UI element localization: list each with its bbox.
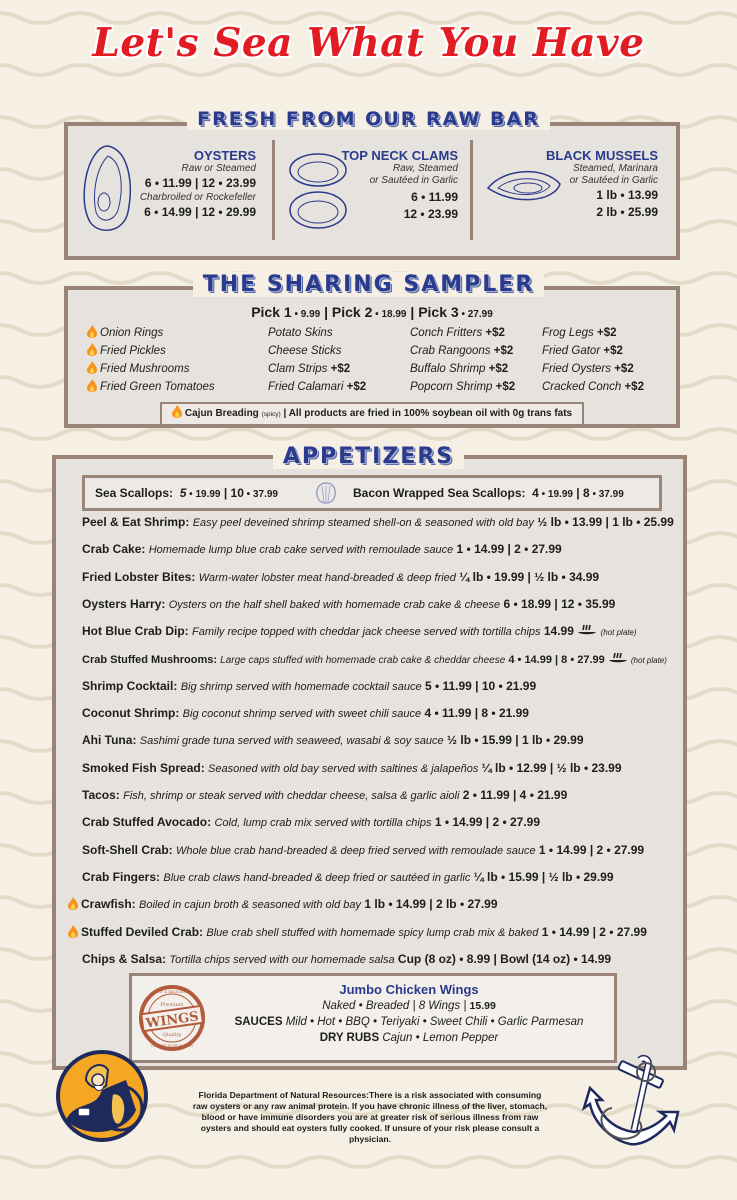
wings-price: 15.99: [469, 1000, 496, 1012]
appetizer-row: [82, 652, 667, 666]
oysters-price-2: 6 • 14.99 | 12 • 29.99: [144, 205, 256, 219]
flame-icon: [87, 379, 97, 392]
appetizer-row: [82, 679, 536, 693]
sampler-item: [87, 360, 215, 378]
appetizer-row: [82, 952, 611, 966]
wings-rubs: [212, 1030, 606, 1046]
wings-details: [212, 982, 606, 1046]
appetizer-name: Crab Stuffed Avocado:: [82, 815, 212, 830]
sampler-item-upcharge: +$2: [490, 345, 514, 357]
appetizer-name: Shrimp Cocktail:: [82, 678, 178, 693]
oysters-prep: Raw or Steamed: [181, 163, 256, 174]
sampler-item-name: Fried Gator: [542, 345, 601, 357]
pick-separator: |: [320, 304, 332, 320]
sampler-item-name: Frog Legs: [542, 327, 594, 339]
appetizers-panel: [52, 455, 687, 1070]
sampler-item-name: Fried Mushrooms: [100, 363, 190, 375]
sampler-item-name: Cheese Sticks: [268, 345, 342, 357]
appetizer-name: Crab Cake:: [82, 542, 146, 557]
sampler-item: [542, 342, 644, 360]
appetizer-price: 1 • 14.99 | 2 • 27.99: [541, 924, 647, 939]
oyster-illustration-icon: [78, 142, 138, 238]
pick-3-price: • 27.99: [458, 309, 493, 320]
pick-1-price: • 9.99: [291, 309, 321, 320]
appetizer-description: Whole blue crab hand-breaded & deep fried served with remoulade sauce: [176, 844, 536, 857]
sampler-item: [542, 378, 644, 396]
sampler-item-name: Clam Strips: [268, 363, 328, 375]
appetizer-name: Peel & Eat Shrimp:: [82, 515, 190, 529]
appetizer-name: Crawfish:: [81, 897, 136, 912]
sampler-column-3: [410, 324, 515, 396]
sampler-panel: [64, 286, 680, 428]
appetizer-row: [82, 843, 644, 857]
appetizer-price: Cup (8 oz) • 8.99 | Bowl (14 oz) • 14.99: [397, 951, 612, 966]
wings-sauces: [212, 1014, 606, 1030]
mussels-prep: Steamed, Marinara: [572, 163, 658, 174]
clams-prep-2: or Sautéed in Garlic: [369, 175, 458, 186]
appetizer-row: [82, 733, 584, 747]
sampler-item-name: Buffalo Shrimp: [410, 363, 486, 375]
sauces-label: SAUCES: [234, 1016, 283, 1028]
sauces-list: Mild • Hot • BBQ • Teriyaki • Sweet Chili • Garlic Parmesan: [285, 1016, 584, 1028]
appetizer-price: 14.99: [543, 624, 574, 639]
flame-icon: [172, 405, 182, 418]
pick-3-label: Pick 3: [418, 304, 459, 320]
appetizer-price: ¼ lb • 15.99 | ½ lb • 29.99: [473, 869, 614, 884]
appetizer-price: 5 • 11.99 | 10 • 21.99: [424, 678, 537, 693]
sampler-item: [268, 378, 366, 396]
sampler-item-upcharge: +$2: [343, 381, 367, 393]
rubs-label: DRY RUBS: [319, 1032, 380, 1044]
sampler-item-upcharge: +$2: [485, 363, 509, 375]
appetizer-row: [82, 515, 674, 529]
sea-scallops-price-2: • 37.99: [243, 489, 278, 500]
appetizer-name: Tacos:: [82, 788, 120, 802]
oysters-price: 6 • 11.99 | 12 • 23.99: [144, 176, 256, 190]
sea-scallops-qty-2: 10: [230, 486, 244, 500]
appetizer-price: ½ lb • 15.99 | 1 lb • 29.99: [447, 733, 584, 748]
sampler-item-upcharge: +$2: [593, 327, 617, 339]
appetizer-description: Family recipe topped with cheddar jack cheese served with tortilla chips: [192, 626, 541, 639]
appetizer-name: Fried Lobster Bites:: [82, 569, 196, 584]
sampler-item-name: Fried Green Tomatoes: [100, 381, 215, 393]
appetizer-price: 2 • 11.99 | 4 • 21.99: [462, 788, 568, 802]
sampler-column-4: [542, 324, 644, 396]
appetizer-row: [68, 897, 498, 911]
sampler-item-upcharge: +$2: [600, 345, 623, 357]
sampler-item-name: Conch Fritters: [410, 327, 483, 339]
appetizer-name: Crab Fingers:: [82, 869, 161, 884]
badge-top: HOT & DELICIOUS: [154, 989, 190, 994]
appetizer-price: ½ lb • 13.99 | 1 lb • 25.99: [537, 515, 674, 529]
anchor-illustration-icon: [578, 1050, 682, 1150]
wings-badge-logo: [138, 984, 206, 1052]
appetizer-description: Easy peel deveined shrimp steamed shell-on & seasoned with old bay: [192, 517, 534, 529]
badge-premium: Premium: [160, 1002, 184, 1008]
appetizer-row: [82, 706, 529, 720]
sampler-item-name: Fried Pickles: [100, 345, 166, 357]
appetizer-description: Fish, shrimp or steak served with cheddar cheese, salsa & garlic aioli: [123, 790, 460, 802]
sampler-item-upcharge: +$2: [482, 327, 505, 339]
sea-scallops-price: • 19.99: [186, 489, 221, 500]
sampler-item: [268, 342, 366, 360]
sampler-item: [410, 378, 515, 396]
sampler-item: [268, 360, 366, 378]
pick-separator: |: [406, 304, 419, 320]
bacon-scallops-price: • 19.99: [538, 489, 573, 500]
divider: [470, 140, 473, 240]
appetizer-name: Oysters Harry:: [82, 596, 166, 611]
sampler-item: [410, 360, 515, 378]
sampler-item-name: Popcorn Shrimp: [410, 381, 493, 393]
clams-title: TOP NECK CLAMS: [341, 148, 458, 163]
appetizer-description: Large caps stuffed with homemade crab cake & cheddar cheese: [220, 654, 506, 666]
mussels-price-2: 2 lb • 25.99: [596, 205, 658, 219]
sampler-item: [542, 324, 644, 342]
page-title: Let's Sea What You Have: [92, 20, 645, 66]
sampler-item: [87, 324, 215, 342]
fisherman-wheel-logo-icon: [56, 1050, 148, 1142]
sampler-column-1: [100, 324, 215, 396]
wings-options: [212, 998, 606, 1014]
appetizer-price: 1 • 14.99 | 2 • 27.99: [538, 842, 645, 857]
appetizer-price: 6 • 18.99 | 12 • 35.99: [503, 596, 616, 611]
appetizer-price: ¼ lb • 12.99 | ½ lb • 23.99: [481, 760, 622, 775]
flame-icon: [87, 361, 97, 374]
separator: |: [572, 486, 583, 500]
appetizer-row: [82, 624, 637, 638]
raw-bar-panel: [64, 122, 680, 260]
mussels-price: 1 lb • 13.99: [596, 188, 658, 202]
scallops-box: [82, 475, 662, 511]
pick-prices: [68, 304, 676, 320]
pick-1-label: Pick 1: [251, 304, 292, 320]
flame-icon: [87, 325, 97, 338]
appetizer-price: 1 • 14.99 | 2 • 27.99: [434, 815, 541, 830]
clam-illustration-icon: [286, 146, 350, 234]
bacon-scallops-price-2: • 37.99: [589, 489, 624, 500]
sampler-item-name: Onion Rings: [100, 327, 164, 339]
appetizer-price: 4 • 11.99 | 8 • 21.99: [424, 706, 529, 721]
mussels-prep-2: or Sautéed in Garlic: [569, 175, 658, 186]
appetizer-name: Stuffed Deviled Crab:: [81, 924, 204, 939]
clams-prep: Raw, Steamed: [392, 163, 458, 174]
raw-bar-heading-wrap: [0, 108, 737, 130]
appetizer-row: [82, 815, 540, 829]
sampler-heading: THE SHARING SAMPLER: [193, 272, 545, 297]
appetizer-description: Blue crab shell stuffed with homemade spicy lump crab mix & baked: [206, 926, 539, 939]
flame-icon: [68, 925, 78, 938]
oysters-title: OYSTERS: [193, 148, 256, 163]
sampler-item: [410, 342, 515, 360]
appetizer-price: 4 • 14.99 | 8 • 27.99: [508, 653, 605, 666]
bacon-scallops-qty: 4: [532, 486, 539, 500]
sampler-item-upcharge: +$2: [611, 363, 634, 375]
appetizer-price: 1 • 14.99 | 2 • 27.99: [456, 542, 562, 557]
appetizer-name: Smoked Fish Spread:: [82, 760, 205, 775]
mussel-illustration-icon: [484, 164, 564, 208]
wings-styles: Naked • Breaded | 8 Wings |: [322, 1000, 470, 1012]
appetizer-price: ¼ lb • 19.99 | ½ lb • 34.99: [459, 569, 600, 584]
appetizer-description: Big coconut shrimp served with sweet chili sauce: [182, 708, 422, 721]
badge-text: WINGS: [145, 1009, 200, 1032]
bacon-scallops-qty-2: 8: [582, 486, 590, 500]
flame-icon: [87, 343, 97, 356]
scallop-shell-icon: [315, 481, 337, 505]
appetizer-row: [82, 870, 614, 884]
hot-plate-note: (hot plate): [600, 628, 637, 638]
bacon-scallops: [353, 478, 624, 510]
sampler-item: [87, 342, 215, 360]
sea-scallops: [95, 478, 278, 510]
divider: [272, 140, 275, 240]
appetizer-description: Oysters on the half shell baked with homemade crab cake & cheese: [168, 598, 501, 611]
sampler-item-upcharge: +$2: [327, 363, 351, 375]
appetizer-description: Boiled in cajun broth & seasoned with old bay: [139, 899, 362, 912]
appetizer-row: [82, 542, 562, 556]
sampler-item-name: Fried Oysters: [542, 363, 612, 375]
sampler-item-name: Crab Rangoons: [410, 345, 491, 357]
appetizer-description: Seasoned with old bay served with saltines & jalapeños: [208, 762, 479, 775]
bacon-scallops-name: Bacon Wrapped Sea Scallops:: [353, 486, 526, 500]
appetizer-description: Warm-water lobster meat hand-breaded & deep fried: [198, 571, 456, 584]
hot-plate-icon: [577, 624, 597, 636]
sea-scallops-name: Sea Scallops:: [95, 486, 174, 500]
appetizers-heading-wrap: [0, 444, 737, 469]
appetizer-name: Ahi Tuna:: [82, 733, 137, 748]
mussels-title: BLACK MUSSELS: [546, 148, 658, 163]
appetizer-name: Crab Stuffed Mushrooms:: [82, 653, 218, 666]
sampler-item-upcharge: +$2: [492, 381, 516, 393]
sea-scallops-qty: 5: [179, 486, 187, 500]
badge-bottom: CHOOSE YOUR FLAVOR: [151, 1044, 193, 1048]
wings-title: Jumbo Chicken Wings: [339, 982, 479, 997]
sampler-item: [87, 378, 215, 396]
appetizer-name: Coconut Shrimp:: [82, 706, 180, 721]
appetizer-row: [82, 761, 622, 775]
flame-icon: [68, 897, 78, 910]
sampler-item-upcharge: +$2: [621, 381, 644, 393]
sampler-item: [410, 324, 515, 342]
separator: |: [220, 486, 231, 500]
rubs-list: Cajun • Lemon Pepper: [382, 1032, 499, 1044]
hot-plate-note: (hot plate): [630, 655, 667, 665]
sampler-heading-wrap: [0, 272, 737, 297]
oysters-prep-2: Charbroiled or Rockefeller: [139, 192, 256, 203]
appetizer-row: [82, 570, 599, 584]
badge-quality: Quality: [162, 1032, 182, 1038]
appetizer-name: Hot Blue Crab Dip:: [82, 624, 189, 639]
fry-oil-note: | All products are fried in 100% soybean oil with 0g trans fats: [280, 408, 573, 419]
sampler-item: [268, 324, 366, 342]
sampler-item-name: Cracked Conch: [542, 381, 622, 393]
health-disclaimer: Florida Department of Natural Resources:There is a risk associated with consuming raw oysters or any raw animal protein. If you have chronic illness of the liver, stomach, blood or have immune disorders you are at greater risk of serious illness from raw oysters and should eat oysters fully cooked. If unsure of your risk please consult a physician.: [192, 1090, 548, 1144]
appetizer-name: Soft-Shell Crab:: [82, 842, 173, 857]
appetizer-row: [68, 925, 647, 939]
appetizer-row: [82, 788, 567, 802]
sampler-item-name: Potato Skins: [268, 327, 333, 339]
wings-box: [129, 973, 617, 1063]
appetizer-name: Chips & Salsa:: [82, 951, 167, 966]
clams-price: 6 • 11.99: [411, 190, 458, 204]
appetizer-description: Big shrimp served with homemade cocktail sauce: [180, 680, 422, 693]
pick-2-label: Pick 2: [331, 304, 373, 320]
sampler-item-name: Fried Calamari: [268, 381, 344, 393]
pick-2-price: • 18.99: [372, 309, 407, 320]
appetizer-description: Blue crab claws hand-breaded & deep fried or sautéed in garlic: [163, 871, 471, 884]
cajun-breading-note: [160, 402, 584, 426]
sampler-column-2: [268, 324, 366, 396]
hot-plate-icon: [608, 652, 628, 664]
spicy-note: (spicy): [261, 411, 281, 418]
appetizer-description: Homemade lump blue crab cake served with remoulade sauce: [148, 544, 454, 557]
appetizer-description: Tortilla chips served with our homemade salsa: [169, 953, 395, 966]
appetizers-heading: APPETIZERS: [273, 444, 464, 469]
appetizer-price: 1 lb • 14.99 | 2 lb • 27.99: [364, 897, 498, 912]
clams-price-2: 12 • 23.99: [403, 207, 458, 221]
cajun-label: Cajun Breading: [184, 408, 259, 419]
appetizer-row: [82, 597, 615, 611]
appetizer-description: Sashimi grade tuna served with seaweed, wasabi & soy sauce: [139, 735, 444, 748]
raw-bar-heading: FRESH FROM OUR RAW BAR: [187, 108, 550, 130]
sampler-item: [542, 360, 644, 378]
appetizer-description: Cold, lump crab mix served with tortilla chips: [214, 817, 432, 830]
